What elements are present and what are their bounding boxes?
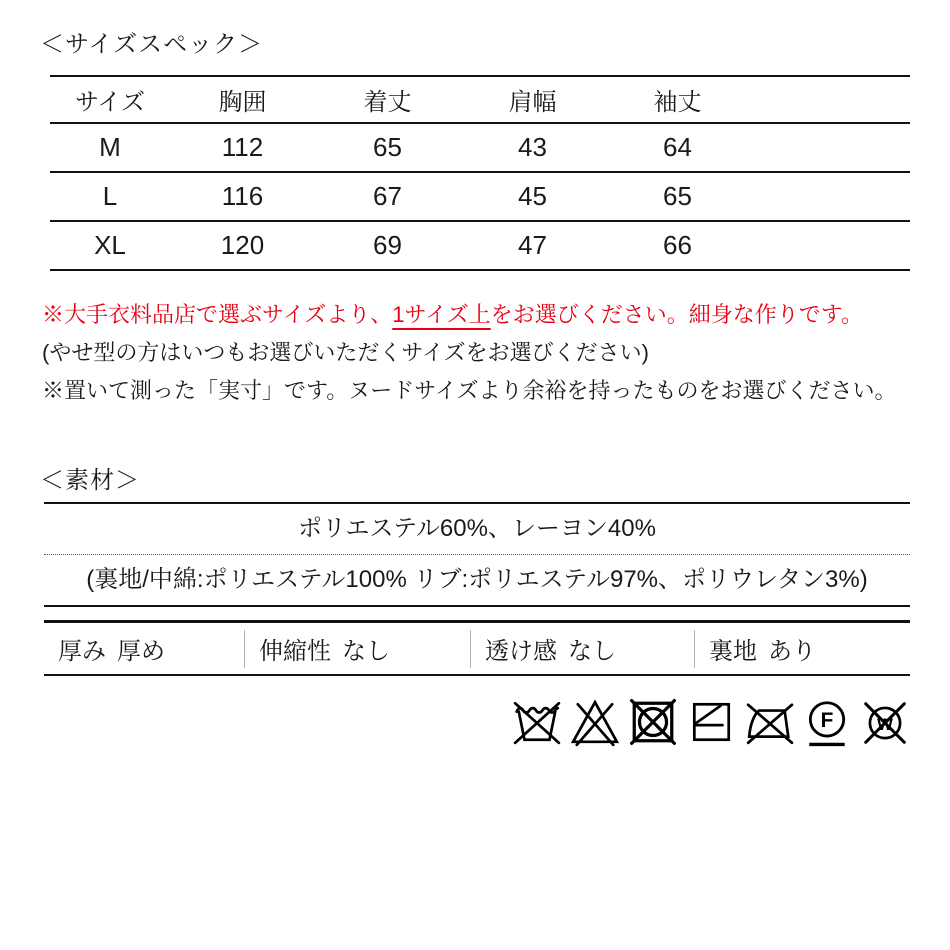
dry-clean-petroleum-gentle-icon — [802, 697, 852, 747]
table-row — [50, 172, 910, 221]
material-composition-box — [44, 502, 910, 607]
attr-value: あり — [768, 638, 816, 665]
cell-length: 69 — [315, 221, 460, 270]
cell-chest: 112 — [170, 123, 315, 172]
do-not-tumble-dry-icon — [628, 697, 678, 747]
cell-spacer — [750, 172, 910, 221]
dry-clean-letter: F — [820, 709, 834, 733]
cell-chest: 116 — [170, 172, 315, 221]
cell-shoulder: 47 — [460, 221, 605, 270]
do-not-wet-clean-icon — [860, 697, 910, 747]
attr-thickness — [44, 630, 244, 668]
attr-sheerness — [470, 630, 694, 668]
attr-label: 厚み — [58, 638, 106, 665]
attr-label: 伸縮性 — [259, 638, 331, 665]
attr-stretch — [244, 630, 470, 668]
sizing-note-red — [42, 296, 910, 334]
wet-clean-letter: W — [877, 714, 893, 734]
size-table — [50, 75, 910, 271]
cell-length: 67 — [315, 172, 460, 221]
cell-shoulder: 43 — [460, 123, 605, 172]
attr-label: 裏地 — [709, 638, 757, 665]
attr-value: 厚め — [117, 638, 165, 665]
sizing-note-measure: ※置いて測った「実寸」です。ヌードサイズより余裕を持ったものをお選びください。 — [42, 378, 897, 403]
table-row — [50, 221, 910, 270]
sizing-note-slim: (やせ型の方はいつもお選びいただくサイズをお選びください) — [42, 340, 649, 365]
cell-spacer — [750, 123, 910, 172]
red-note-prefix: ※大手衣料品店で選ぶサイズより、 — [42, 302, 393, 327]
cell-sleeve: 66 — [605, 221, 750, 270]
material-title: ＜素材＞ — [40, 467, 140, 494]
material-composition-detail: (裏地/中綿:ポリエステル100% リブ:ポリエステル97%、ポリウレタン3%) — [44, 554, 910, 605]
col-header-sleeve: 袖丈 — [605, 76, 750, 123]
cell-size: L — [50, 172, 170, 221]
attr-label: 透け感 — [485, 638, 557, 665]
cell-size: M — [50, 123, 170, 172]
do-not-iron-icon — [744, 697, 794, 747]
attr-value: なし — [342, 638, 390, 665]
flat-dry-in-shade-icon — [686, 697, 736, 747]
do-not-bleach-icon — [570, 697, 620, 747]
cell-chest: 120 — [170, 221, 315, 270]
attr-value: なし — [568, 638, 616, 665]
cell-shoulder: 45 — [460, 172, 605, 221]
table-row — [50, 123, 910, 172]
col-header-length: 着丈 — [315, 76, 460, 123]
size-spec-title: ＜サイズスペック＞ — [40, 31, 264, 58]
do-not-wash-icon — [512, 697, 562, 747]
col-header-chest: 胸囲 — [170, 76, 315, 123]
care-symbols-row — [44, 697, 910, 747]
cell-sleeve: 65 — [605, 172, 750, 221]
material-attributes-row — [44, 620, 910, 676]
col-header-spacer — [750, 76, 910, 123]
material-composition: ポリエステル60%、レーヨン40% — [298, 515, 656, 542]
sizing-notes — [42, 296, 910, 410]
attr-lining — [694, 630, 910, 668]
cell-size: XL — [50, 221, 170, 270]
col-header-size: サイズ — [50, 76, 170, 123]
cell-sleeve: 64 — [605, 123, 750, 172]
cell-spacer — [750, 221, 910, 270]
col-header-shoulder: 肩幅 — [460, 76, 605, 123]
red-note-underlined: 1サイズ上 — [392, 302, 491, 327]
red-note-suffix: をお選びください。細身な作りです。 — [490, 302, 863, 327]
cell-length: 65 — [315, 123, 460, 172]
size-table-header-row — [50, 76, 910, 123]
